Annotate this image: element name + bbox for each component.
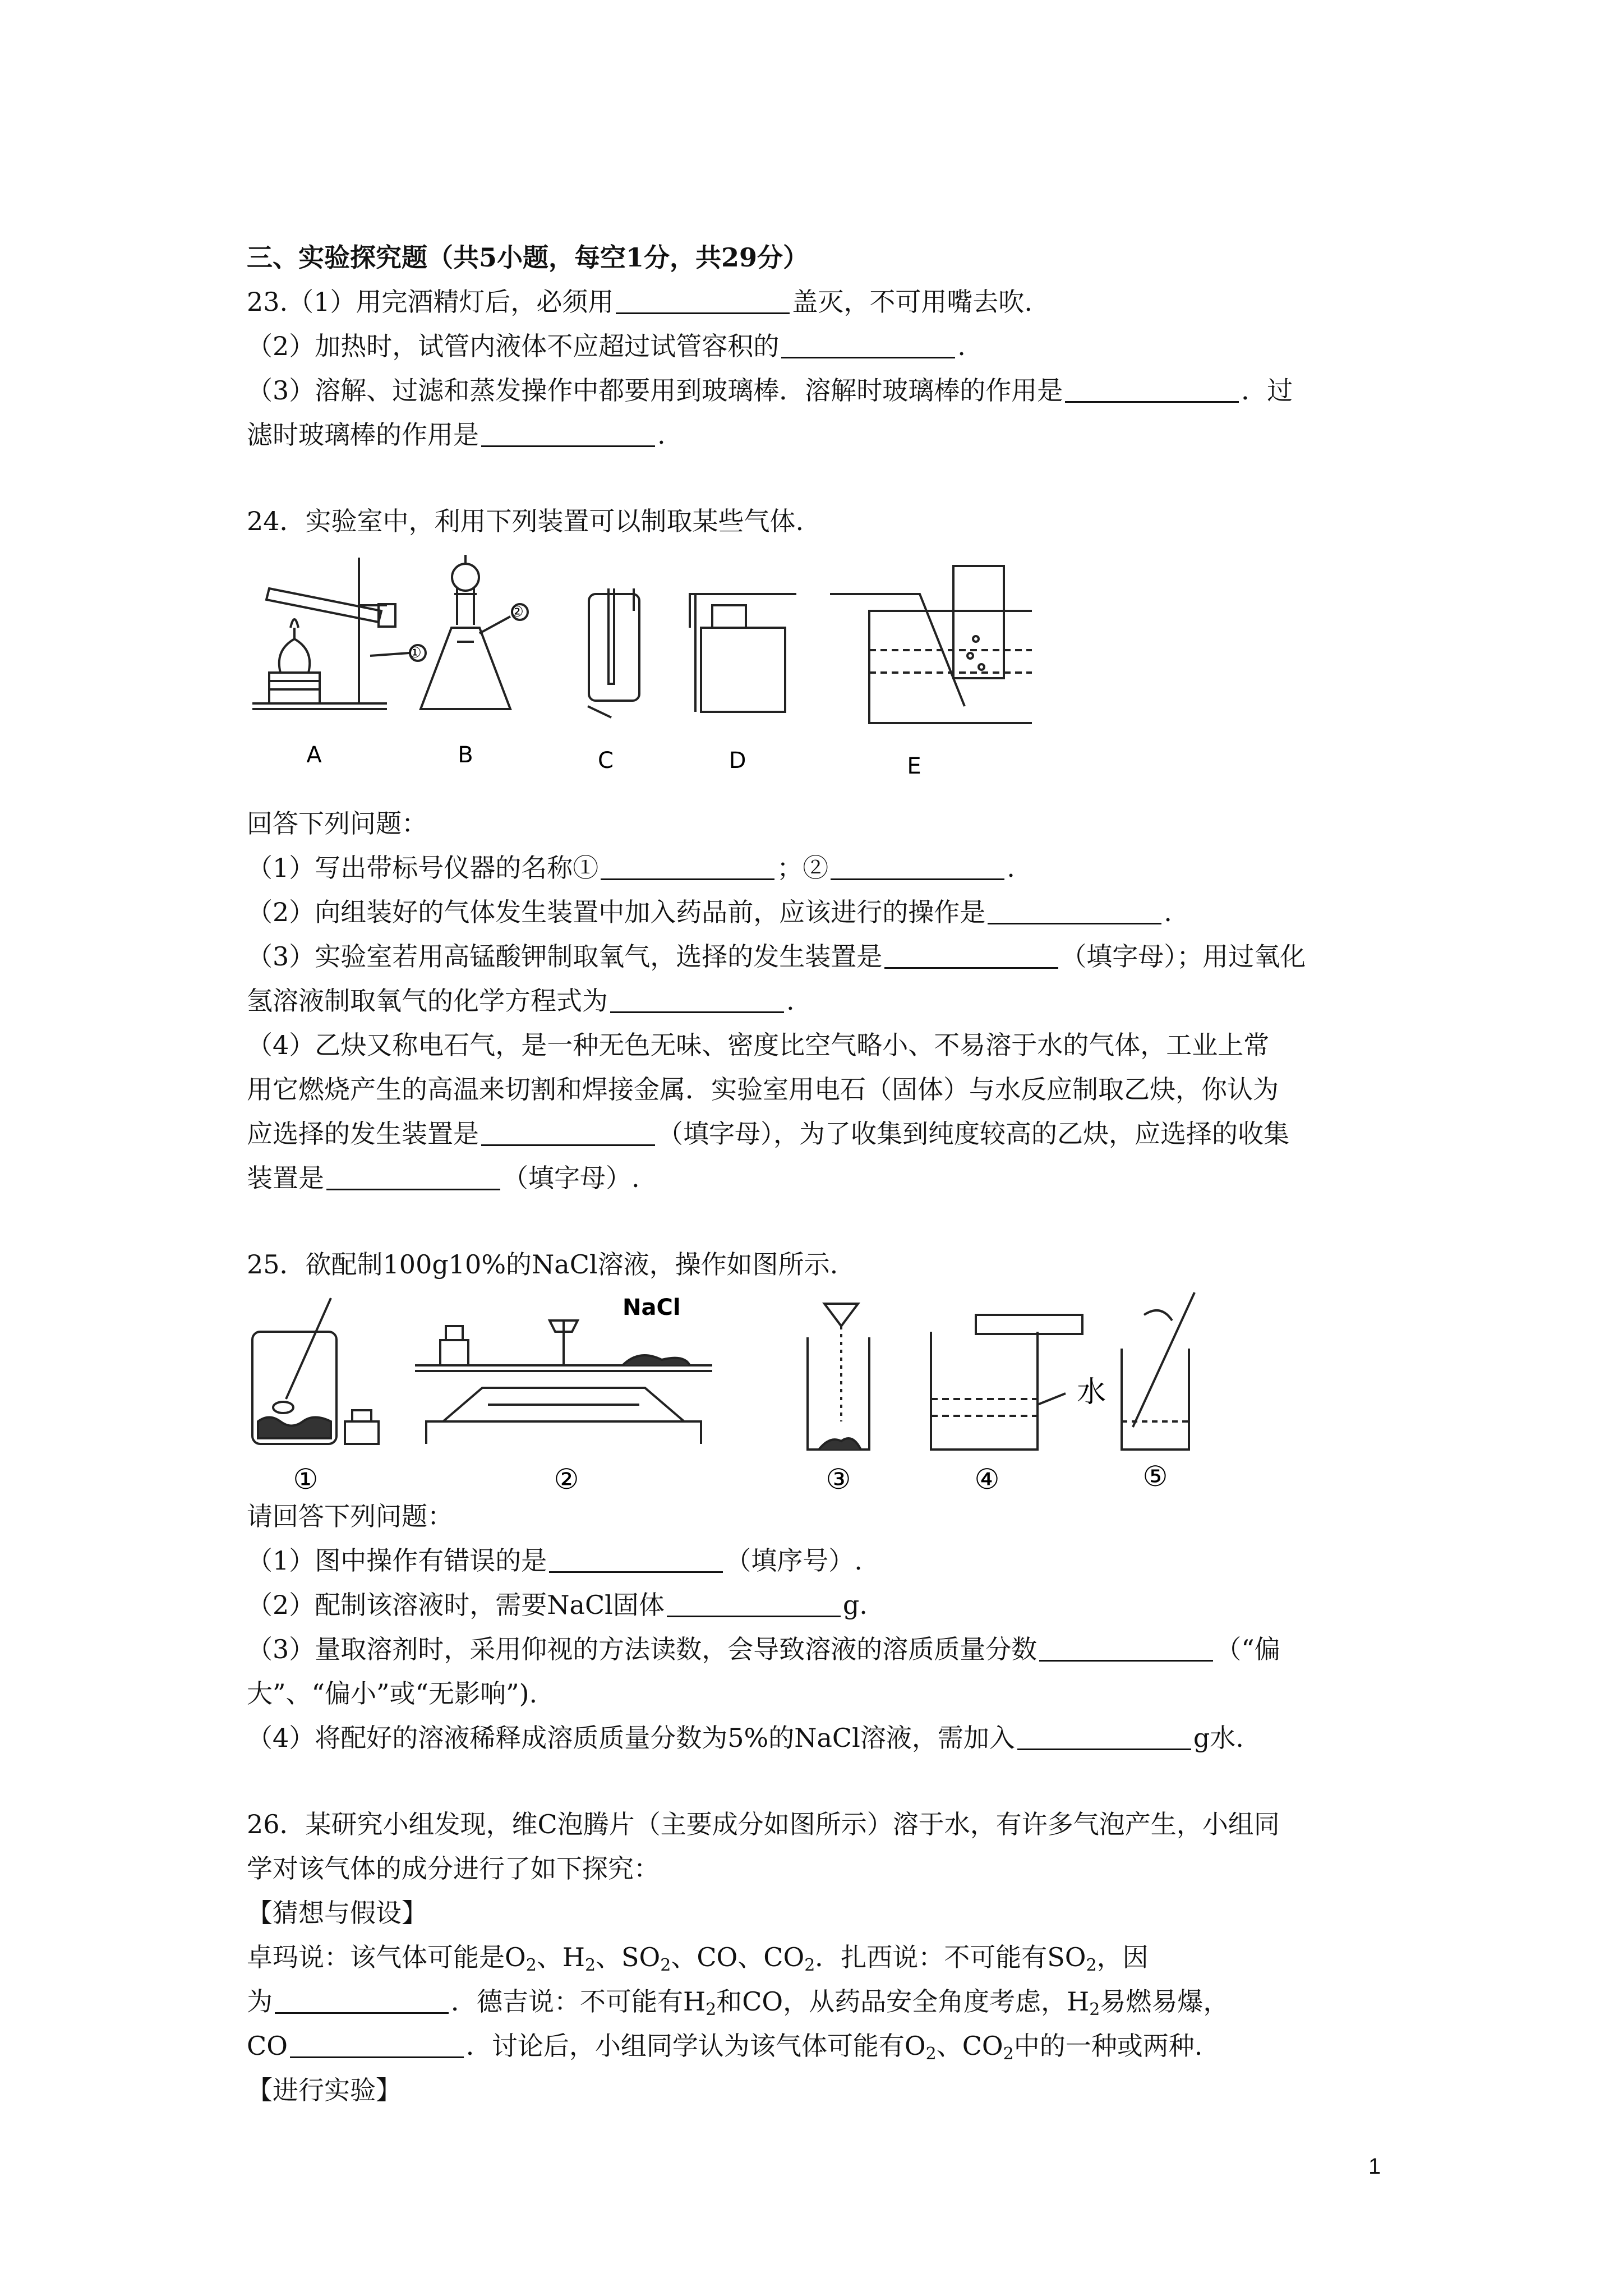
q24-line7: 应选择的发生装置是 （填字母），为了收集到纯度较高的乙炔，应选择的收集: [247, 1119, 1289, 1149]
answer-blank[interactable]: [481, 1121, 655, 1146]
q25-solution-figure: [247, 1287, 1391, 1494]
q25-line2: （2）配制该溶液时，需要NaCl固体 g.: [247, 1590, 868, 1620]
q24-answer-prompt: 回答下列问题：: [247, 808, 427, 839]
q24-intro: 24．实验室中，利用下列装置可以制取某些气体.: [247, 506, 804, 536]
answer-blank[interactable]: [326, 1165, 500, 1190]
answer-blank[interactable]: [1017, 1725, 1191, 1750]
answer-blank[interactable]: [1065, 378, 1239, 403]
page-number: 1: [1368, 2154, 1381, 2179]
nacl-label: NaCl: [623, 1295, 681, 1320]
q26-line2: 学对该气体的成分进行了如下探究：: [247, 1853, 660, 1884]
label-step-1: ①: [293, 1463, 319, 1494]
answer-blank[interactable]: [667, 1592, 841, 1617]
q26-line6: CO ．讨论后，小组同学认为该气体可能有$O_2$、$CO_2$中的一种或两种.: [247, 2031, 1203, 2064]
solution-prep-diagram: [247, 1287, 1200, 1494]
q26-experiment-heading: 【进行实验】: [247, 2075, 402, 2105]
answer-blank[interactable]: [1039, 1636, 1213, 1662]
gas-apparatus-diagram: [247, 544, 1032, 802]
q25-line5: （4）将配好的溶液稀释成溶质质量分数为5%的NaCl溶液，需加入 g水.: [247, 1723, 1244, 1753]
label-mark-1: ①: [408, 645, 422, 661]
q25-line3: （3）量取溶剂时，采用仰视的方法读数，会导致溶液的溶质质量分数 （“偏: [247, 1634, 1280, 1664]
q23-line1: 23.（1）用完酒精灯后，必须用 盖灭，不可用嘴去吹.: [247, 287, 1033, 317]
q26-line4: 卓玛说：该气体可能是$O_2$、$H_2$、$SO_2$、CO、$CO_2$．扎西说：不可能有$SO_2$，因: [247, 1942, 1149, 1975]
q25-line4: 大”、“偏小”或“无影响”).: [247, 1678, 538, 1709]
answer-blank[interactable]: [275, 1989, 449, 2014]
q24-line3: （3）实验室若用高锰酸钾制取氧气，选择的发生装置是 （填字母）；用过氧化: [247, 941, 1306, 972]
label-C: C: [598, 748, 614, 774]
q23-line4: 滤时玻璃棒的作用是 .: [247, 420, 666, 450]
answer-blank[interactable]: [831, 855, 1004, 880]
q24-line6: 用它燃烧产生的高温来切割和焊接金属．实验室用电石（固体）与水反应制取乙炔，你认为: [247, 1074, 1279, 1105]
q25-line1: （1）图中操作有错误的是 （填序号）.: [247, 1545, 863, 1576]
q24-line4: 氢溶液制取氧气的化学方程式为 .: [247, 986, 795, 1016]
answer-blank[interactable]: [781, 333, 955, 358]
label-step-4: ④: [974, 1463, 1000, 1494]
label-mark-2: ②: [510, 604, 524, 620]
q26-hypothesis-heading: 【猜想与假设】: [247, 1898, 427, 1928]
answer-blank[interactable]: [610, 988, 784, 1013]
label-B: B: [458, 742, 473, 768]
water-label: 水: [1077, 1375, 1106, 1409]
answer-blank[interactable]: [290, 2033, 464, 2058]
section-title: 三、实验探究题（共5小题，每空1分，共29分）: [247, 242, 809, 273]
q24-line2: （2）向组装好的气体发生装置中加入药品前，应该进行的操作是 .: [247, 897, 1172, 927]
q25-answer-prompt: 请回答下列问题：: [247, 1501, 453, 1531]
label-A: A: [306, 742, 322, 768]
q24-line1: （1）写出带标号仪器的名称① ；② .: [247, 853, 1015, 883]
label-D: D: [728, 748, 746, 774]
answer-blank[interactable]: [601, 855, 774, 880]
q23-line3: （3）溶解、过滤和蒸发操作中都要用到玻璃棒．溶解时玻璃棒的作用是 ．过: [247, 375, 1293, 406]
q24-line8: 装置是 （填字母）.: [247, 1163, 640, 1193]
answer-blank[interactable]: [616, 289, 790, 314]
answer-blank[interactable]: [988, 899, 1161, 924]
label-step-2: ②: [554, 1463, 579, 1494]
label-step-3: ③: [826, 1463, 851, 1494]
q24-apparatus-figure: [247, 544, 1391, 802]
q25-intro: 25．欲配制100g10%的NaCl溶液，操作如图所示.: [247, 1249, 838, 1280]
label-step-5: ⑤: [1142, 1460, 1168, 1493]
answer-blank[interactable]: [481, 422, 655, 447]
q26-line5: 为 ．德吉说：不可能有$H_2$和CO，从药品安全角度考虑，$H_2$易燃易爆，: [247, 1986, 1229, 2019]
answer-blank[interactable]: [549, 1548, 723, 1573]
q24-line5: （4）乙炔又称电石气，是一种无色无味、密度比空气略小、不易溶于水的气体，工业上常: [247, 1030, 1270, 1060]
q26-line1: 26．某研究小组发现，维C泡腾片（主要成分如图所示）溶于水，有许多气泡产生，小组同: [247, 1809, 1280, 1839]
label-E: E: [907, 753, 921, 779]
answer-blank[interactable]: [884, 944, 1058, 969]
q23-line2: （2）加热时，试管内液体不应超过试管容积的 .: [247, 331, 966, 361]
exam-page: [247, 236, 1391, 2113]
